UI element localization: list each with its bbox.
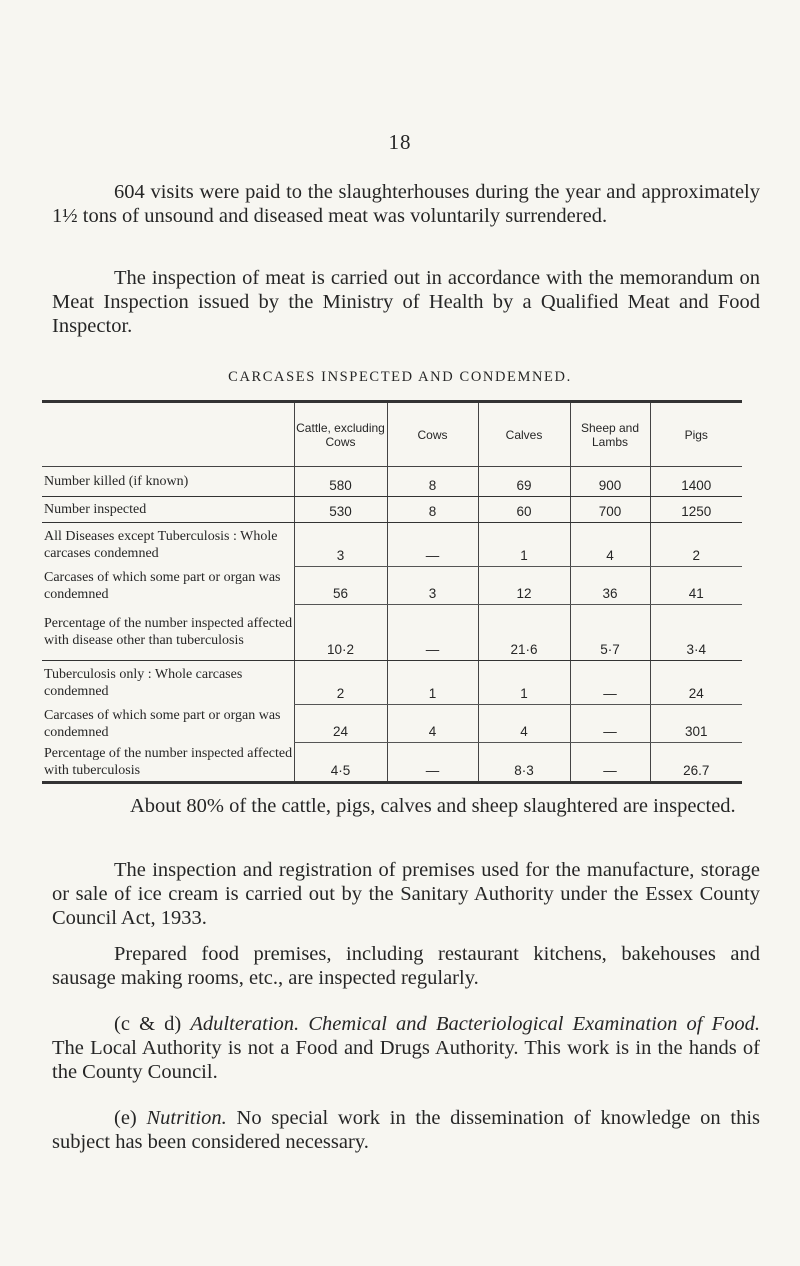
cell: 1400 (650, 467, 742, 497)
cell: 69 (478, 467, 570, 497)
cell: — (387, 743, 478, 783)
column-header: Cattle, excluding Cows (294, 402, 387, 467)
column-header: Cows (387, 402, 478, 467)
cell: — (387, 605, 478, 661)
cell: 26.7 (650, 743, 742, 783)
nutrition-paragraph (52, 1106, 760, 1154)
cell: 1250 (650, 497, 742, 523)
cell: 3 (294, 523, 387, 567)
row-label: Carcases of which some part or organ was condemned (44, 707, 281, 740)
page-number: 18 (388, 130, 412, 154)
cell: 21·6 (478, 605, 570, 661)
table-row (42, 567, 742, 605)
cell: — (387, 523, 478, 567)
cell: 4·5 (294, 743, 387, 783)
cell: 2 (650, 523, 742, 567)
cell: 41 (650, 567, 742, 605)
cell: 8·3 (478, 743, 570, 783)
table-row (42, 661, 742, 705)
row-label: All Diseases except Tuberculosis : Whole carcases condemned (44, 528, 278, 561)
cell: 301 (650, 705, 742, 743)
row-label: Number killed (if known) (42, 467, 294, 497)
adulteration-prefix: (c & d) (114, 1013, 182, 1035)
carcases-table (42, 400, 742, 784)
column-header: Calves (478, 402, 570, 467)
cell: 4 (478, 705, 570, 743)
cell: 8 (387, 497, 478, 523)
cell: — (570, 661, 650, 705)
cell: 12 (478, 567, 570, 605)
cell: 5·7 (570, 605, 650, 661)
column-header: Sheep and Lambs (570, 402, 650, 467)
cell: — (570, 743, 650, 783)
adulteration-text: The Local Authority is not a Food and Drugs Authority. This work is in the hands of the County Council. (52, 1037, 760, 1083)
cell: 24 (650, 661, 742, 705)
ice-cream-paragraph: The inspection and registration of premises used for the manufacture, storage or sale of ice cream is carried out by the Sanitary Authority under the Essex County Council Act, 1933. (52, 859, 760, 929)
column-header: Pigs (650, 402, 742, 467)
table-header-row (42, 402, 742, 467)
cell: 3 (387, 567, 478, 605)
table-title: CARCASES INSPECTED AND CONDEMNED. (228, 369, 572, 385)
cell: 900 (570, 467, 650, 497)
cell: 56 (294, 567, 387, 605)
inspection-percentage-paragraph: About 80% of the cattle, pigs, calves and sheep slaughtered are inspected. (130, 795, 736, 817)
table-row (42, 743, 742, 783)
adulteration-heading: Adulteration. (190, 1013, 300, 1035)
row-label: Percentage of the number inspected affected with tuberculosis (44, 745, 293, 778)
cell: 580 (294, 467, 387, 497)
visits-paragraph: 604 visits were paid to the slaughterhouses during the year and approximately 1½ tons of unsound and diseased meat was voluntarily surrendered. (52, 181, 760, 227)
table-row (42, 523, 742, 567)
nutrition-text: No special work in the dissemination of knowledge on this subject has been considered necessary. (52, 1107, 761, 1153)
cell: 2 (294, 661, 387, 705)
meat-inspection-paragraph: The inspection of meat is carried out in accordance with the memorandum on Meat Inspection issued by the Ministry of Health by a Qualified Meat and Food Inspector. (52, 267, 760, 337)
header-blank (42, 402, 294, 467)
row-label: Percentage of the number inspected affected with disease other than tuberculosis (42, 605, 294, 661)
cell: 60 (478, 497, 570, 523)
table-row (42, 497, 742, 523)
row-label: Tuberculosis only : Whole carcases condemned (44, 666, 243, 699)
cell: 36 (570, 567, 650, 605)
cell: 1 (387, 661, 478, 705)
cell: 700 (570, 497, 650, 523)
cell: 1 (478, 523, 570, 567)
row-label: Carcases of which some part or organ was condemned (44, 569, 281, 602)
adulteration-paragraph (52, 1012, 760, 1084)
cell: 4 (387, 705, 478, 743)
cell: 10·2 (294, 605, 387, 661)
cell: — (570, 705, 650, 743)
table-row (42, 705, 742, 743)
cell: 3·4 (650, 605, 742, 661)
nutrition-prefix: (e) (114, 1107, 137, 1129)
cell: 530 (294, 497, 387, 523)
cell: 1 (478, 661, 570, 705)
cell: 8 (387, 467, 478, 497)
table-row (42, 467, 742, 497)
row-label: Number inspected (42, 497, 294, 523)
cell: 4 (570, 523, 650, 567)
cell: 24 (294, 705, 387, 743)
nutrition-heading: Nutrition. (146, 1107, 227, 1129)
table-row (42, 605, 742, 661)
prepared-food-paragraph: Prepared food premises, including restaurant kitchens, bakehouses and sausage making rooms, etc., are inspected regularly. (52, 943, 760, 989)
adulteration-subheading: Chemical and Bacteriological Examination of Food. (308, 1013, 761, 1035)
